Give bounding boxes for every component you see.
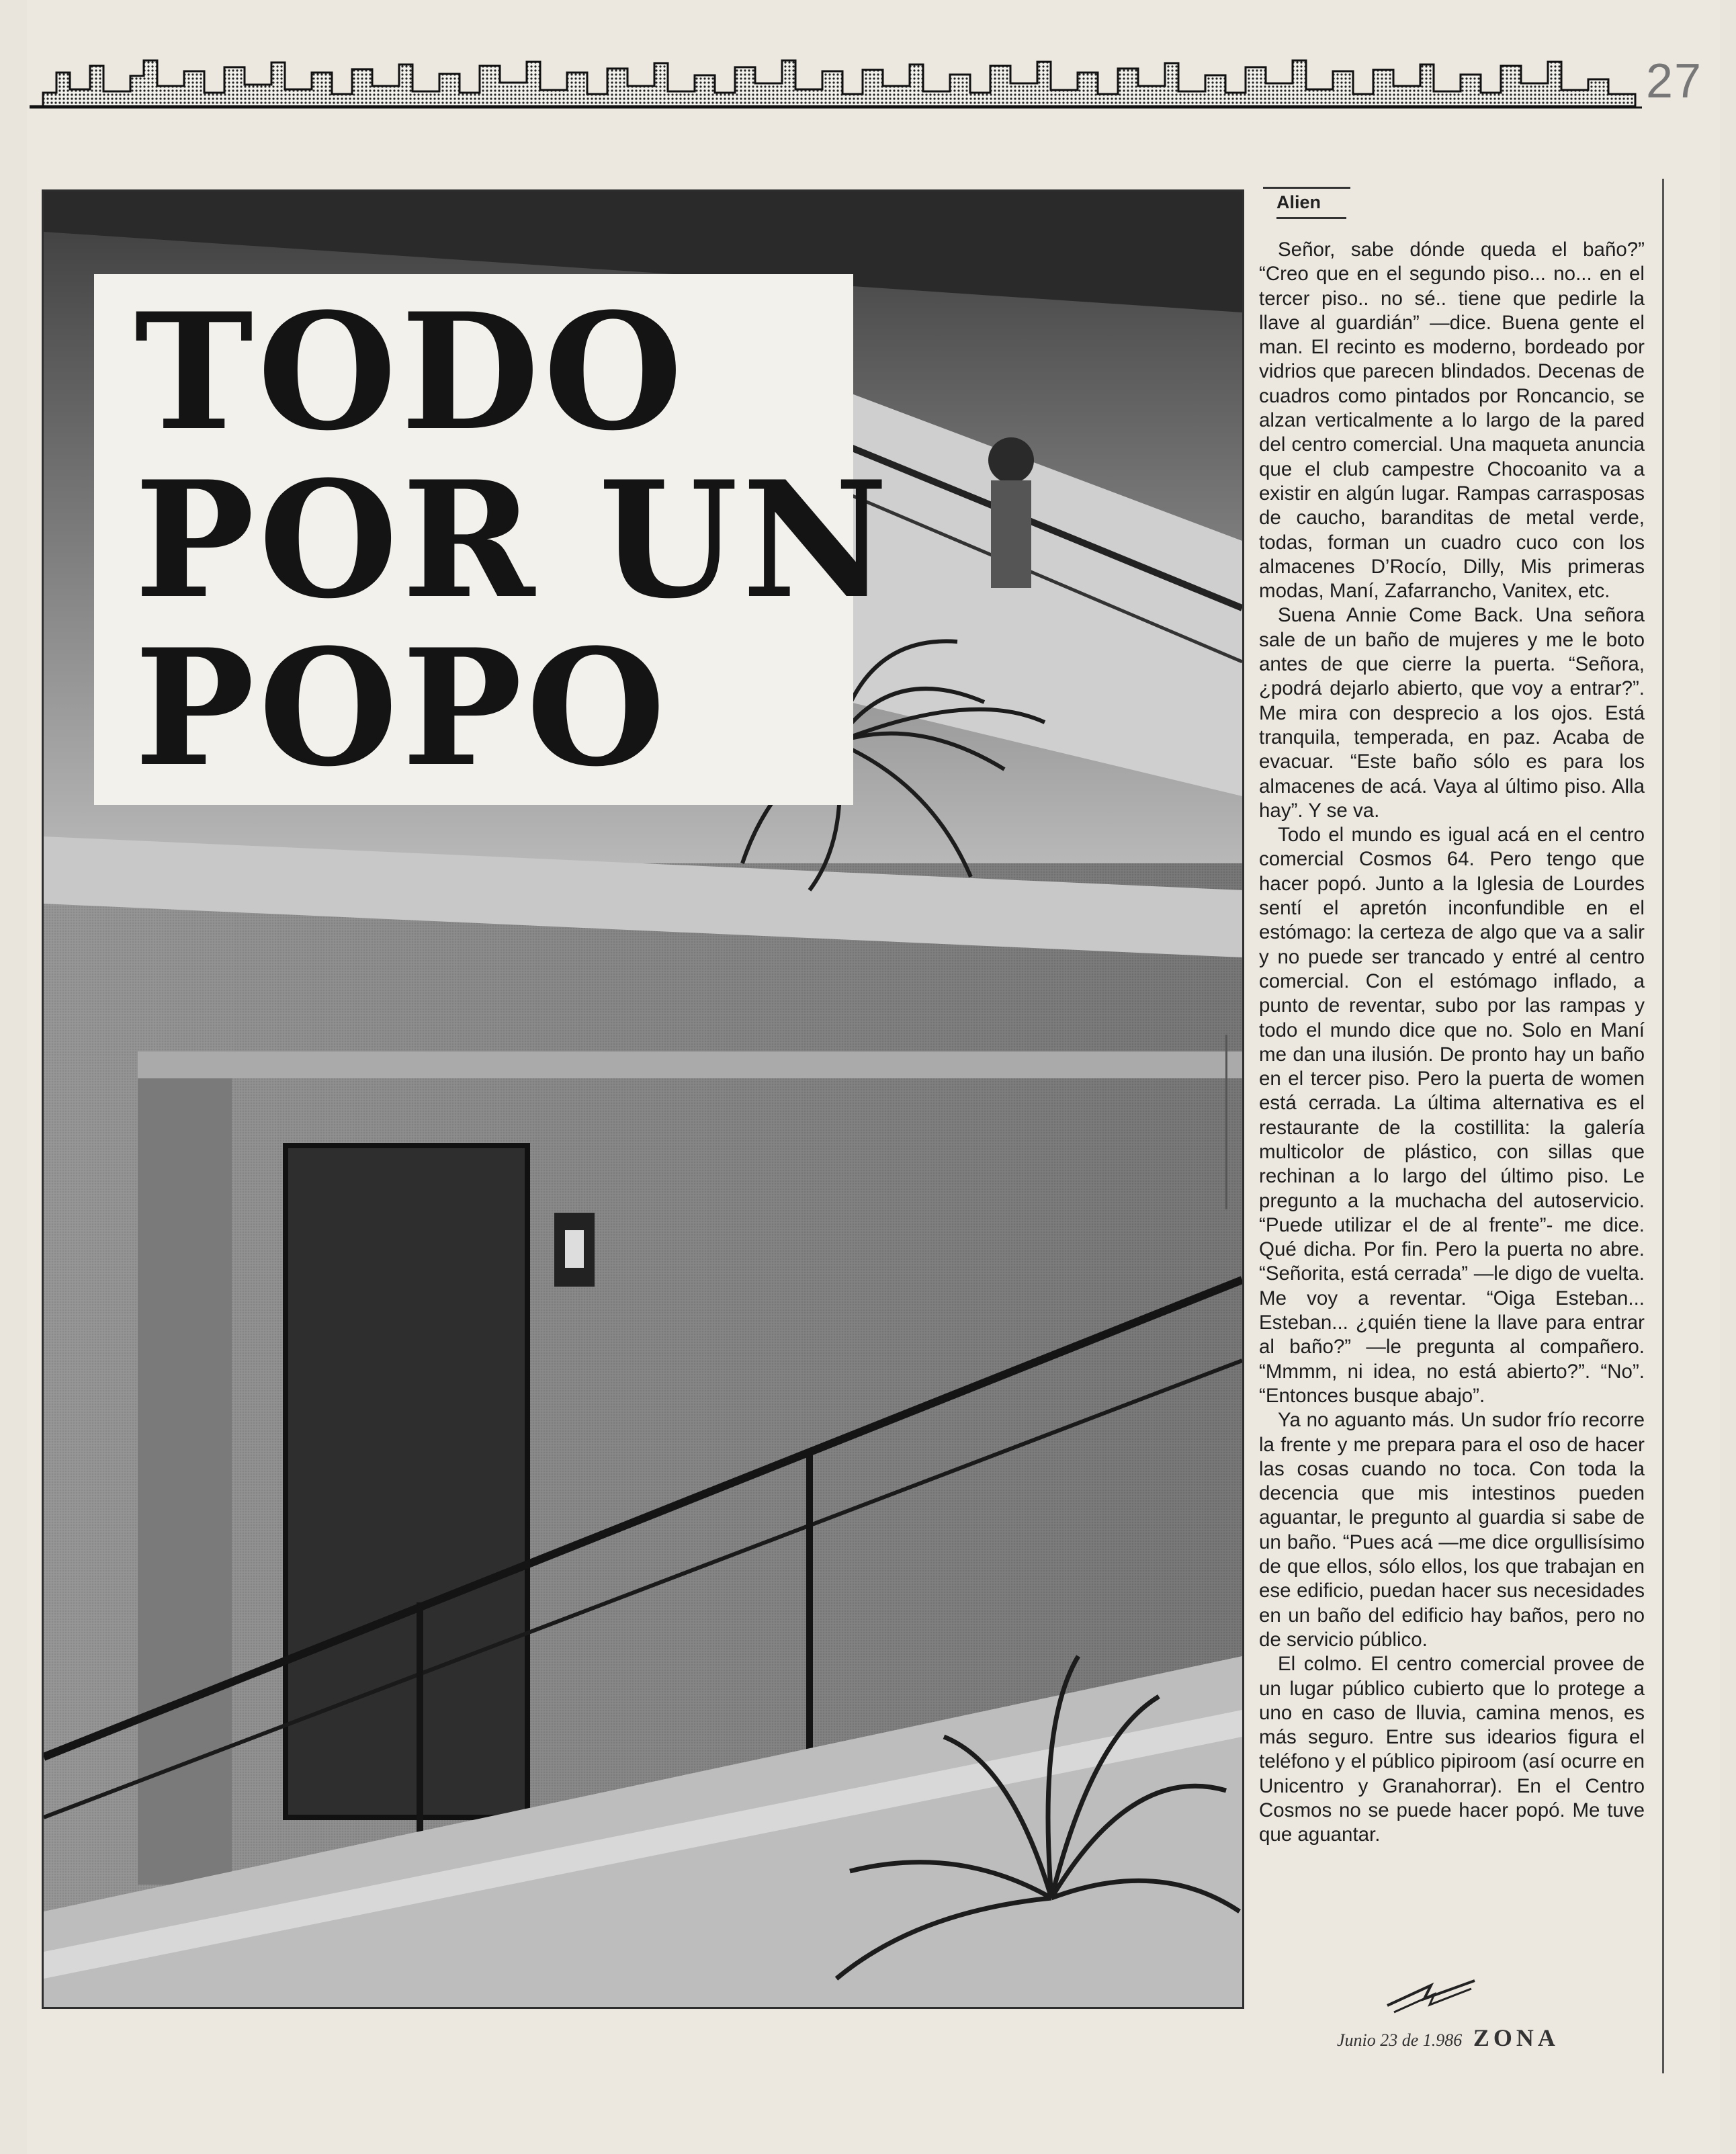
skyline-banner (30, 52, 1642, 114)
headline (134, 279, 893, 802)
end-mark-icon (1384, 1975, 1478, 2016)
paragraph: El colmo. El centro comercial provee de un lugar público cubierto que lo protege a uno en caso de lluvia, camina menos, es más seguro. Entre sus idearios figura el teléfono y el público pipiroom (así ocurre en Unicentro y Granahorrar). En el Centro Cosmos no se puede hacer popó. Me tuve que aguantar. (1259, 1653, 1645, 1846)
byline-rule (1263, 187, 1350, 189)
headline-line-2: POR UN (134, 447, 893, 634)
headline-line-3: POPO (134, 615, 670, 802)
paragraph: Ya no aguanto más. Un sudor frío recorre la frente y me prepara para el oso de hacer las cosas cuando no toca. Con toda la decencia que mis intestinos pueden aguantar, le pregunto al guardia si sabe de un baño. “Pues acá —me dice orgullisísimo de que ellos, sólo ellos, los que trabajan en ese edificio, puedan hacer sus necesidades en un baño del edificio hay baños, pero no de servicio público. (1259, 1409, 1645, 1651)
paragraph: Todo el mundo es igual acá en el centro comercial Cosmos 64. Pero tengo que hacer popó. Junto a la Iglesia de Lourdes sentí el apretón inconfundible en el estómago: la certeza de algo que va a salir y no puede ser trancado y entré al centro comercial. Con el estómago inflado, a punto de reventar, subo por las rampas y todo el mundo dice que no. Solo en Maní me dan una ilusión. De pronto hay un baño en el tercer piso. Pero la puerta de women está cerrada. La última alternativa es el restaurante de la costillita: la galería multicolor de plástico, con sillas que rechinan a lo largo del último piso. Le pregunto a la muchacha del autoservicio. “Puede utilizar el de al frente”- me dice. Qué dicha. Por fin. Pero la puerta no abre. “Señorita, está cerrada” —le digo de vuelta. Me voy a reventar. “Oiga Esteban... Esteban... ¿quién tiene la llave para entrar al baño?” —le pregunta al compañero. “Mmmm, ni idea, no está abierto?”. “No”. “Entonces busque abajo”. (1259, 824, 1645, 1407)
page-number: 27 (1646, 54, 1703, 108)
column-rule (1662, 179, 1664, 2073)
magazine-brand: ZONA (1473, 2024, 1559, 2051)
page-footer (1337, 2024, 1559, 2052)
paragraph: Suena Annie Come Back. Una señora sale de un baño de mujeres y me le boto antes de que cierre la puerta. “Señora, ¿podrá dejarlo abierto, que voy a entrar?”. Me mira con desprecio a los ojos. Está tranquila, temperada, en paz. Acaba de evacuar. “Este baño sólo es para los almacenes de acá. Vaya al último piso. Alla hay”. Y se va. (1259, 604, 1645, 822)
issue-date: Junio 23 de 1.986 (1337, 2030, 1463, 2050)
headline-line-1: TODO (134, 279, 687, 466)
article-body (1259, 238, 1645, 1848)
column-rule (1225, 1035, 1227, 1209)
byline: Alien (1276, 192, 1346, 219)
paragraph: Señor, sabe dónde queda el baño?” “Creo que en el segundo piso... no... en el tercer piso.. no sé.. tiene que pedirle la llave al guardián” —dice. Buena gente el man. El recinto es moderno, bordeado por vidrios que parecen blindados. Decenas de cuadros como pintados por Roncancio, se alzan verticalmente a lo largo de la pared del centro comercial. Una maqueta anuncia que el club campestre Chocoanito va a existir en algún lugar. Rampas carrasposas de caucho, baranditas de metal verde, todas, forman un cuadro cuco con los almacenes D’Rocío, Dilly, Mis primeras modas, Maní, Zafarrancho, Vanitex, etc. (1259, 239, 1645, 603)
